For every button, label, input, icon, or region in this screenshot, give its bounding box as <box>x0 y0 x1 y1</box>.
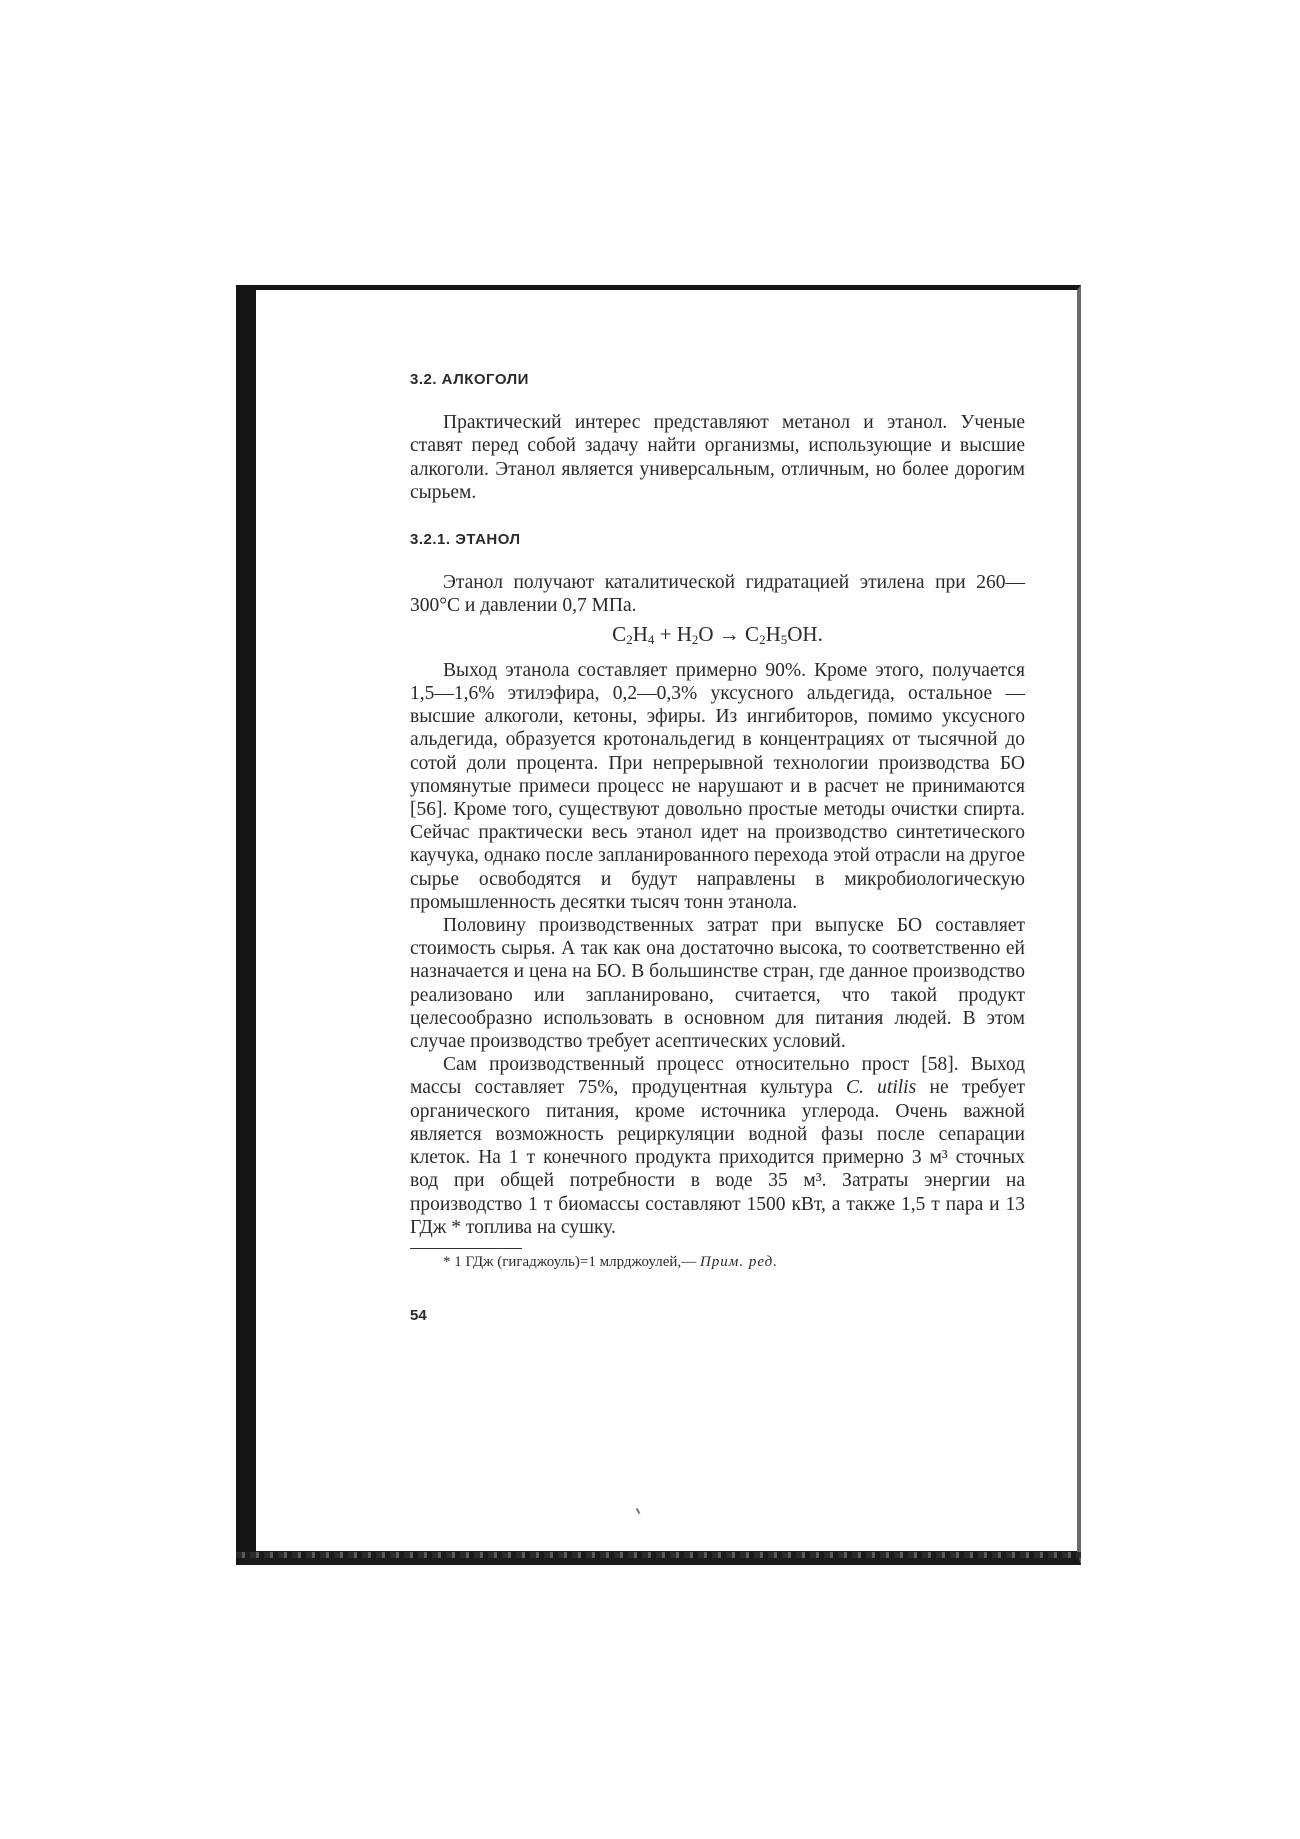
formula-sub: 2 <box>759 631 766 647</box>
subsection-heading: 3.2.1. ЭТАНОЛ <box>410 531 521 549</box>
paragraph-process <box>410 1053 1025 1239</box>
formula-h: H <box>632 621 648 646</box>
footnote-divider <box>410 1248 522 1249</box>
formula-c: C <box>612 621 627 646</box>
formula-c: C <box>745 621 760 646</box>
species-name: C. utilis <box>845 1077 917 1099</box>
formula-oh: OH. <box>787 621 823 646</box>
formula-sub: 2 <box>626 631 633 647</box>
footnote <box>410 1252 1025 1272</box>
paragraph-ethanol-production: Этанол получают каталитической гидратацией этилена при 260—300°С и давлении 0,7 МПа. <box>410 572 1025 617</box>
formula-h: H <box>765 621 781 646</box>
footnote-editor-note: Прим. ред. <box>699 1253 778 1270</box>
formula-plus: + <box>654 621 677 646</box>
formula-sub: 4 <box>647 631 655 647</box>
scan-bottom-edge <box>236 1552 1081 1558</box>
footnote-text: * 1 ГДж (гигаджоуль)=1 млрджоулей,— <box>443 1253 700 1270</box>
paragraph-yield: Выход этанола составляет примерно 90%. Кроме этого, получается 1,5—1,6% этилэфира, 0,2—0,3% уксусного альдегида, остальное — высшие алкоголи, кетоны, эфиры. Из ингибиторов, помимо уксусного альдегида, образуется кротональдегид в концентрациях от тысячной до сотой доли процента. При непрерывной технологии производства БО упомянутые примеси процесс не нарушают и в расчет не принимаются [56]. Кроме того, существуют довольно простые методы очистки спирта. Сейчас практически весь этанол идет на производство синтетического каучука, однако после запланированного перехода этой отрасли на другое сырье освободятся и будут направлены в микробиологическую промышленность десятки тысяч тонн этанола. <box>410 659 1025 913</box>
page-number: 54 <box>410 1306 427 1324</box>
formula-arrow: → <box>713 621 746 646</box>
formula-sub: 2 <box>691 631 699 647</box>
intro-paragraph: Практический интерес представляют метанол и этанол. Ученые ставят перед собой задачу найти организмы, использующие и высшие алкоголи. Этанол является универсальным, отличным, но более дорогим сырьем. <box>410 412 1025 503</box>
formula-sub: 5 <box>780 631 788 647</box>
page-text-block <box>410 366 1025 1327</box>
formula-o: O <box>698 621 714 646</box>
section-heading: 3.2. АЛКОГОЛИ <box>410 371 529 388</box>
paragraph-costs: Половину производственных затрат при выпуске БО составляет стоимость сырья. А так как она достаточно высока, то соответственно ей назначается и цена на БО. В большинстве стран, где данное производство реализовано или запланировано, считается, что такой продукт целесообразно использовать в основном для питания людей. В этом случае производство требует асептических условий. <box>410 915 1025 1053</box>
process-text-end: не требует органического питания, кроме источника углерода. Очень важной является возможность рециркуляции водной фазы после сепарации клеток. На 1 т конечного продукта приходится примерно 3 м³ сточных вод при общей потребности в воде 35 м³. Затраты энергии на производство 1 т биомассы составляют 1500 кВт, а также 1,5 т пара и 13 ГДж * топлива на сушку. <box>410 1077 1025 1238</box>
process-text-start: Сам производственный процесс относительно прост [58]. Выход массы составляет 75%, продуцентная культура <box>410 1054 1025 1099</box>
chemical-formula <box>410 623 1025 651</box>
formula-h: H <box>676 621 692 646</box>
